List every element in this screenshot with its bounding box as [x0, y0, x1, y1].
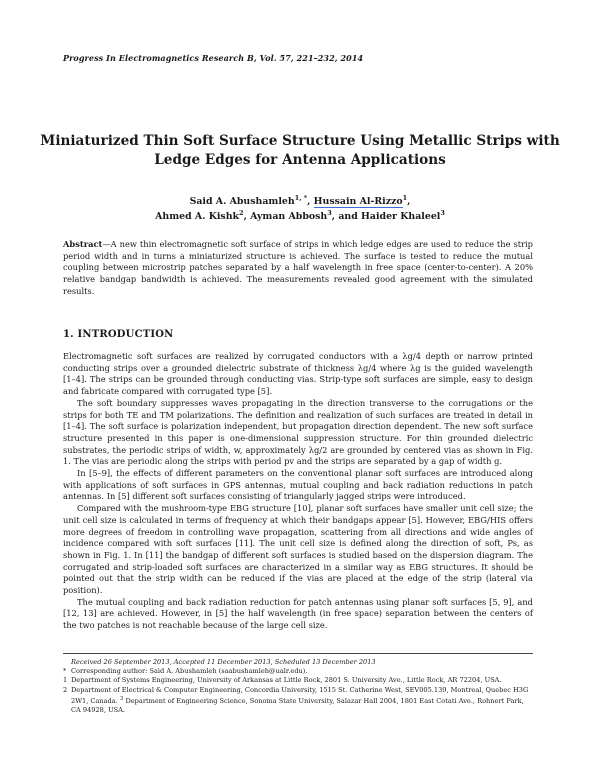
author-link[interactable]: Hussain Al-Rizzo: [313, 196, 403, 207]
footnote-mark: 1: [63, 676, 68, 685]
author-list: [40, 194, 560, 224]
abstract-text: —A new thin electromagnetic soft surface of strips in which ledge edges are used to reduce the strip period width and in turns a miniaturized structure is achieved. The surface is tested to reduce the mutual coupling between microstrip patches separated by a half wavelength in free space (center-to-center). A 20% relative bandgap bandwidth is achieved. The measurements revealed good agreement with the simulated results.: [63, 239, 533, 296]
author-affiliation-mark: 3: [327, 209, 332, 217]
footnote-affiliation-1: 1 Department of Systems Engineering, University of Arkansas at Little Rock, 2801 S. University Ave., Little Rock, AR 72204, USA.: [63, 676, 502, 685]
received-dates: Received 26 September 2013, Accepted 11 December 2013, Scheduled 13 December 2013: [71, 658, 376, 666]
paragraph: Electromagnetic soft surfaces are realized by corrugated conductors with a λg/4 depth or narrow printed conducting strips over a grounded dielectric substrate of thickness λg/4 where λg is the guided wavelength [1–4]. The strips can be grounded through conducting vias. Strip-type soft surfaces are simple, easy to design and fabricate compared with corrugated type [5].: [63, 351, 534, 397]
journal-header: Progress In Electromagnetics Research B, Vol. 57, 221–232, 2014: [63, 53, 364, 63]
paragraph: Compared with the mushroom-type EBG structure [10], planar soft surfaces have smaller unit cell size; the unit cell size is calculated in terms of frequency at which their bandgaps appear [5]. However, EBG/HIS offers more degrees of freedom in controlling wave propagation, scattering from all directions and wide angles of incidence compared with soft surfaces [11]. The unit cell size is defined along the direction of soft, Ps, as shown in Fig. 1. In [11] the bandgap of different soft surfaces is studied based on the dispersion diagram. The corrugated and strip-loaded soft surfaces are characterized in a similar way as EBG structures. It should be pointed out that the strip width can be reduced if the vias are placed at the edge of the strip (lateral via position).: [63, 503, 533, 596]
author-line-1: Said A. Abushamleh$^{1, *}$, Hussain Al-Rizzo$^1$,: [189, 194, 411, 207]
footnote-mark: 2: [63, 685, 68, 694]
paragraph: In [5–9], the effects of different parameters on the conventional planar soft surfaces are introduced along with applications of soft surfaces in GPS antennas, mutual coupling and back radiation reductions in patch antennas. In [5] different soft surfaces consisting of triangularly jagged strips were introduced.: [63, 468, 533, 502]
footnote-affiliation-2: 2 Department of Electrical & Computer Engineering, Concordia University, 1515 St. Catherine West, SEV005.139, Montreal, Quebec H3G 2W1, Canada. $^3$ Department of Engineering Science, Sonoma State University, Salazar Hall 2004, 1801 East Cotati Ave., Rohnert Park, CA 94928, USA.: [63, 685, 529, 715]
author-affiliation-mark: 1: [402, 194, 408, 202]
author-name: Said A. Abushamleh: [189, 196, 295, 207]
title-line-1: Miniaturized Thin Soft Surface Structure Using Metallic Strips with: [40, 133, 560, 149]
footnote-mark: 3: [119, 695, 124, 702]
paragraph: The mutual coupling and back radiation reduction for patch antennas using planar soft surfaces [5, 9], and [12, 13] are achieved. However, in [5] the half wavelength (in free space) separation between the centers of the two patches is not reachable because of the large cell size.: [63, 596, 533, 631]
author-conjunction: and: [338, 211, 362, 222]
paragraph: The soft boundary suppresses waves propagating in the direction transverse to the corrugations or the strips for both TE and TM polarizations. The definition and realization of such surfaces are treated in detail in [1–4]. The soft surface is polarization independent, but propagation direction dependent. The new soft surface structure presented in this paper is one-dimensional suppression structure. For thin grounded dielectric substrates, the periodic strips of width, w, approximately λg/2 are grounded by centered vias as shown in Fig. 1. The vias are periodic along the strips with period pv and the strips are separated by a gap of width g.: [63, 397, 533, 467]
author-name: Ahmed A. Kishk: [155, 211, 240, 222]
title-line-2: Ledge Edges for Antenna Applications: [154, 152, 446, 168]
footnote-mark: *: [63, 667, 67, 676]
paper-title: [40, 132, 560, 170]
author-line-2: Ahmed A. Kishk$^2$, Ayman Abbosh$^3$, and Haider Khaleel$^3$: [155, 209, 445, 222]
author-affiliation-mark: 1, *: [294, 194, 308, 202]
author-affiliation-mark: 3: [440, 209, 445, 217]
author-name: Haider Khaleel: [361, 211, 441, 222]
abstract-label: Abstract: [63, 239, 103, 249]
section-heading: 1. INTRODUCTION: [63, 329, 174, 340]
footnotes: [63, 658, 533, 715]
footnote-rule: [63, 653, 533, 654]
body-text: [63, 351, 533, 632]
abstract: [63, 239, 533, 298]
footnote-corresponding: * Corresponding author: Said A. Abushamleh (saabushamleh@ualr.edu).: [63, 667, 308, 676]
author-affiliation-mark: 2: [239, 209, 244, 217]
author-name: Ayman Abbosh: [250, 211, 328, 222]
